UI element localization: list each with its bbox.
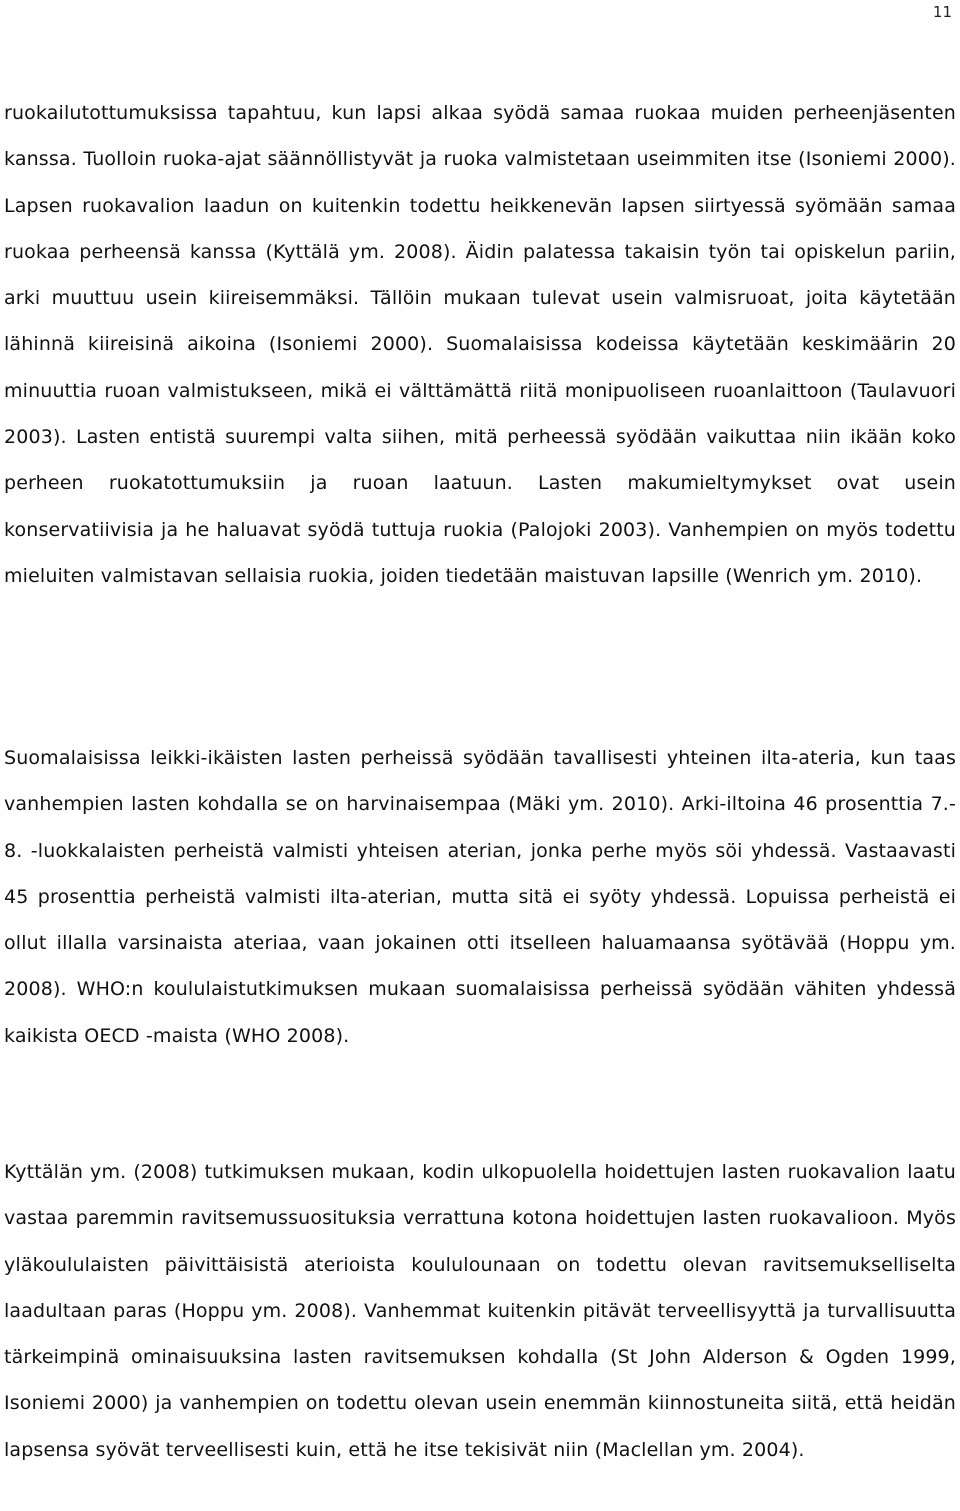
- paragraph-1: ruokailutottumuksissa tapahtuu, kun lapsi alkaa syödä samaa ruokaa muiden perheenjäsenten kanssa. Tuolloin ruoka-ajat säännöllistyvät ja ruoka valmistetaan useimmiten itse (Isoniemi 2000). Lapsen ruokavalion laadun on kuitenkin todettu heikkenevän lapsen siirtyessä syömään samaa ruokaa perheensä kanssa (Kyttälä ym. 2008). Äidin palatessa takaisin työn tai opiskelun pariin, arki muuttuu usein kiireisemmäksi. Tällöin mukaan tulevat usein valmisruoat, joita käytetään lähinnä kiireisinä aikoina (Isoniemi 2000). Suomalaisissa kodeissa käytetään keskimäärin 20 minuuttia ruoan valmistukseen, mikä ei välttämättä riitä monipuoliseen ruoanlaittoon (Taulavuori 2003). Lasten entistä suurempi valta siihen, mitä perheessä syödään vaikuttaa niin ikään koko perheen ruokatottumuksiin ja ruoan laatuun. Lasten makumieltymykset ovat usein konservatiivisia ja he haluavat syödä tuttuja ruokia (Palojoki 2003). Vanhempien on myös todettu mieluiten valmistavan sellaisia ruokia, joiden tiedetään maistuvan lapsille (Wenrich ym. 2010).: [4, 102, 956, 587]
- page-number: 11: [932, 3, 952, 21]
- paragraph-2: Suomalaisissa leikki-ikäisten lasten perheissä syödään tavallisesti yhteinen ilta-ateria, kun taas vanhempien lasten kohdalla se on harvinaisempaa (Mäki ym. 2010). Arki-iltoina 46 prosenttia 7.- 8. -luokkalaisten perheistä valmisti yhteisen aterian, jonka perhe myös söi yhdessä. Vastaavasti 45 prosenttia perheistä valmisti ilta-aterian, mutta sitä ei syöty yhdessä. Lopuissa perheistä ei ollut illalla varsinaista ateriaa, vaan jokainen otti itselleen haluamaansa syötävää (Hoppu ym. 2008). WHO:n koululaistutkimuksen mukaan suomalaisissa perheissä syödään vähiten yhdessä kaikista OECD -maista (WHO 2008).: [4, 747, 956, 1047]
- paragraph-3: Kyttälän ym. (2008) tutkimuksen mukaan, kodin ulkopuolella hoidettujen lasten ruokavalion laatu vastaa paremmin ravitsemussuosituksia verrattuna kotona hoidettujen lasten ruokavalioon. Myös yläkoululaisten päivittäisistä aterioista koululounaan on todettu olevan ravitsemukselliselta laadultaan paras (Hoppu ym. 2008). Vanhemmat kuitenkin pitävät terveellisyyttä ja turvallisuutta tärkeimpinä ominaisuuksina lasten ravitsemuksen kohdalla (St John Alderson & Ogden 1999, Isoniemi 2000) ja vanhempien on todettu olevan usein enemmän kiinnostuneita siitä, että heidän lapsensa syövät terveellisesti kuin, että he itse tekisivät niin (Maclellan ym. 2004).: [4, 1161, 956, 1461]
